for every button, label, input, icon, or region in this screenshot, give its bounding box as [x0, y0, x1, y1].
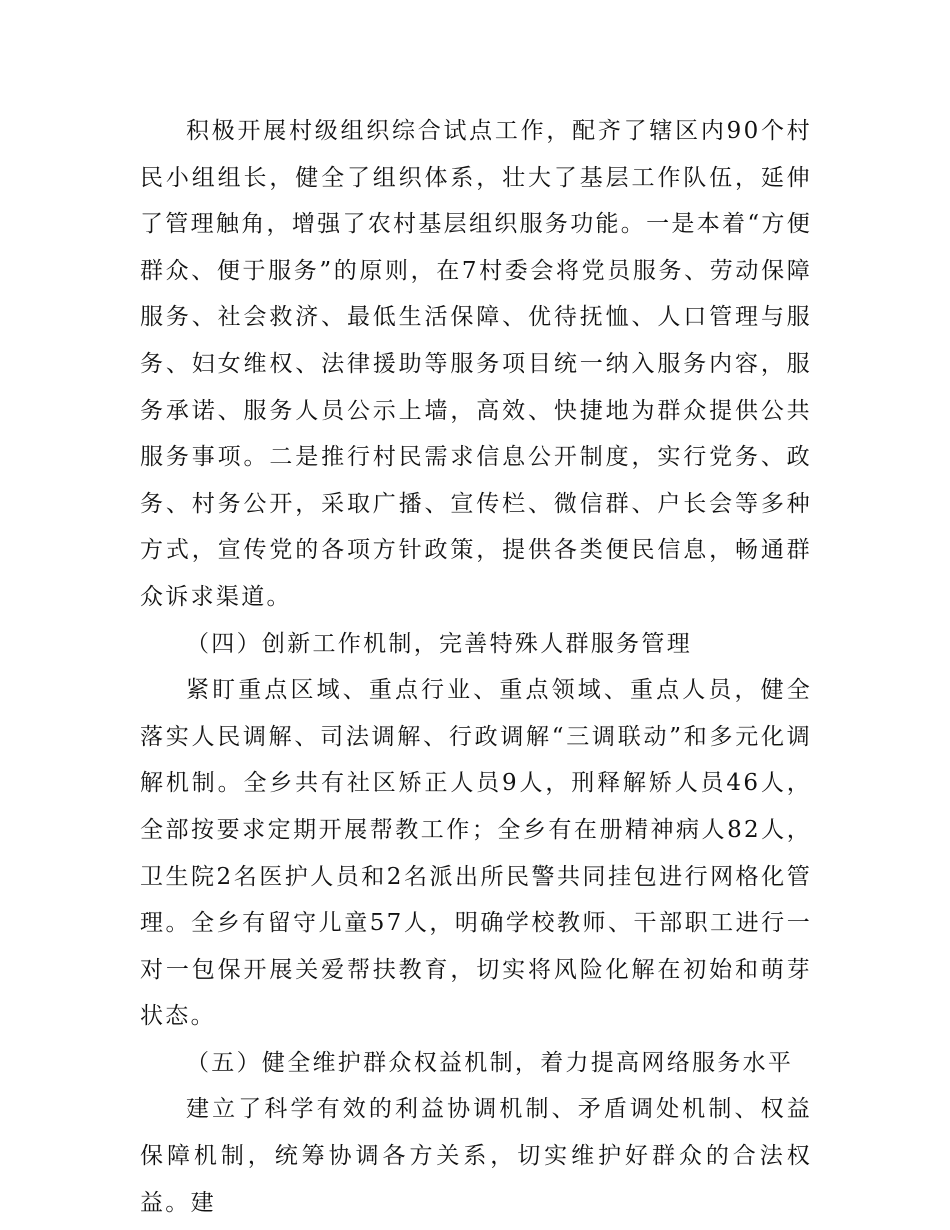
section-heading-4: （四）创新工作机制，完善特殊人群服务管理: [186, 630, 692, 657]
paragraph-village-organization: 积极开展村级组织综合试点工作，配齐了辖区内90个村民小组组长，健全了组织体系，壮大了基层工作队伍，延伸了管理触角，增强了农村基层组织服务功能。一是本着“方便群众、便于服务”的原则，在7村委会将党员服务、劳动保障服务、社会救济、最低生活保障、优待抚恤、人口管理与服务、妇女维权、法律援助等服务项目统一纳入服务内容，服务承诺、服务人员公示上墙，高效、快捷地为群众提供公共服务事项。二是推行村民需求信息公开制度，实行党务、政务、村务公开，采取广播、宣传栏、微信群、户长会等多种方式，宣传党的各项方针政策，提供各类便民信息，畅通群众诉求渠道。: [140, 118, 812, 610]
paragraph-rights-mechanism: 建立了科学有效的利益协调机制、矛盾调处机制、权益保障机制，统筹协调各方关系，切实维护好群众的合法权益。建: [140, 1096, 812, 1216]
section-heading-5: （五）健全维护群众权益机制，着力提高网络服务水平: [186, 1049, 794, 1076]
document-body: [140, 108, 812, 1226]
paragraph-special-groups: 紧盯重点区域、重点行业、重点领域、重点人员，健全落实人民调解、司法调解、行政调解“三调联动”和多元化调解机制。全乡共有社区矫正人员9人，刑释解矫人员46人，全部按要求定期开展帮教工作；全乡有在册精神病人82人，卫生院2名医护人员和2名派出所民警共同挂包进行网格化管理。全乡有留守儿童57人，明确学校教师、干部职工进行一对一包保开展关爱帮扶教育，切实将风险化解在初始和萌芽状态。: [140, 677, 812, 1030]
